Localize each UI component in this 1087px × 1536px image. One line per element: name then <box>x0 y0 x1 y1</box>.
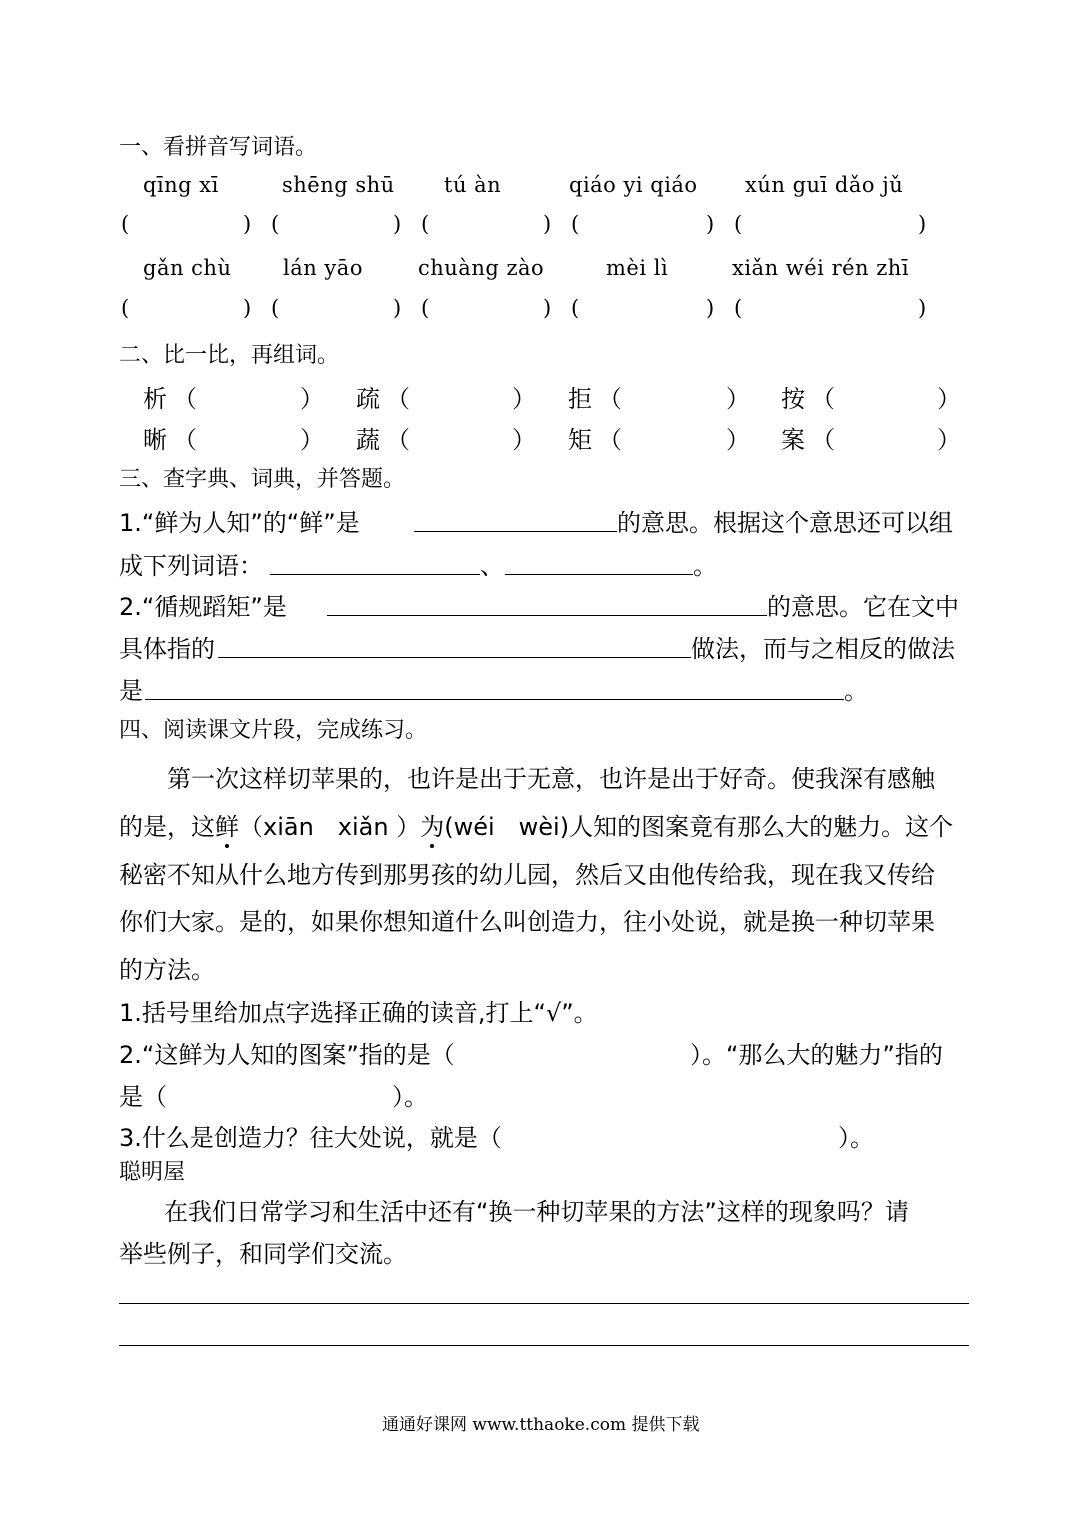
open-paren: ( <box>734 212 743 236</box>
close-paren: ) <box>706 212 715 236</box>
writing-line[interactable] <box>119 1345 969 1346</box>
answer-line[interactable] <box>218 657 691 658</box>
pinyin-1-1: qīng xī <box>143 173 219 197</box>
close-paren: ） <box>512 385 536 413</box>
open-paren: （ <box>598 385 622 413</box>
answer-line[interactable] <box>327 615 767 616</box>
compare-char: 案 <box>781 426 805 454</box>
answer-line[interactable] <box>270 574 480 575</box>
compare-char: 按 <box>781 385 805 413</box>
answer-line[interactable] <box>414 531 617 532</box>
open-paren: ( <box>421 296 430 320</box>
s4-q2-text: ）。“那么大的魅力”指的 <box>690 1041 943 1069</box>
open-paren: （ <box>811 385 835 413</box>
s3-q2-text: 的意思。它在文中 <box>767 593 959 621</box>
answer-line[interactable] <box>145 699 844 700</box>
smart-room-title: 聪明屋 <box>119 1160 186 1185</box>
pinyin-1-5: xún guī dǎo jǔ <box>745 173 904 197</box>
writing-line[interactable] <box>119 1303 969 1304</box>
compare-char: 矩 <box>568 426 592 454</box>
pinyin-1-3: tú àn <box>444 173 502 197</box>
close-paren: ） <box>937 385 961 413</box>
s3-q1-end: 。 <box>693 552 717 580</box>
section2-title: 二、比一比，再组词。 <box>119 343 340 368</box>
compare-char: 疏 <box>356 385 380 413</box>
s3-q1-sep: 、 <box>480 552 504 580</box>
open-paren: ( <box>271 212 280 236</box>
footer-text: 通通好课网 www.tthaoke.com 提供下载 <box>382 1415 700 1435</box>
smart-room-text: 在我们日常学习和生活中还有“换一种切苹果的方法”这样的现象吗？请 <box>164 1198 909 1226</box>
pinyin-1-2: shēng shū <box>282 173 395 197</box>
dotted-char: 为 <box>420 807 444 842</box>
close-paren: ) <box>918 296 927 320</box>
pinyin-2-1: gǎn chù <box>143 256 232 280</box>
passage-line: 第一次这样切苹果的，也许是出于无意，也许是出于好奇。使我深有感触 <box>167 765 935 793</box>
close-paren: ) <box>706 296 715 320</box>
close-paren: ） <box>512 426 536 454</box>
smart-room-text: 举些例子，和同学们交流。 <box>119 1240 407 1268</box>
compare-char: 析 <box>143 385 167 413</box>
close-paren: ) <box>918 212 927 236</box>
section1-title: 一、看拼音写词语。 <box>119 135 318 160</box>
s4-q2-text: 2.“这鲜为人知的图案”指的是（ <box>119 1041 455 1069</box>
close-paren: ) <box>243 212 252 236</box>
close-paren: ） <box>726 426 750 454</box>
s3-q1-text: 1.“鲜为人知”的“鲜”是 <box>119 509 360 537</box>
close-paren: ) <box>393 212 402 236</box>
open-paren: （ <box>173 385 197 413</box>
section3-title: 三、查字典、词典，并答题。 <box>119 467 406 492</box>
close-paren: ) <box>543 212 552 236</box>
compare-char: 拒 <box>568 385 592 413</box>
open-paren: ( <box>734 296 743 320</box>
s3-q2-text: 做法，而与之相反的做法 <box>691 635 955 663</box>
s3-q2-text: 2.“循规蹈矩”是 <box>119 593 287 621</box>
open-paren: ( <box>271 296 280 320</box>
s3-q2-text: 具体指的 <box>119 635 215 663</box>
open-paren: （ <box>386 385 410 413</box>
close-paren: ) <box>393 296 402 320</box>
passage-line: 你们大家。是的，如果你想知道什么叫创造力，往小处说，就是换一种切苹果 <box>119 908 935 936</box>
close-paren: ) <box>243 296 252 320</box>
open-paren: ( <box>571 212 580 236</box>
dotted-char: 鲜 <box>215 807 239 842</box>
open-paren: （ <box>386 426 410 454</box>
pinyin-2-3: chuàng zào <box>418 256 545 280</box>
open-paren: （ <box>173 426 197 454</box>
open-paren: （ <box>811 426 835 454</box>
pinyin-1-4: qiáo yi qiáo <box>569 173 698 197</box>
passage-line <box>119 807 953 842</box>
s4-q1: 1.括号里给加点字选择正确的读音,打上“√”。 <box>119 999 598 1027</box>
passage-text: (wéi wèi)人知的图案竟有那么大的魅力。这个 <box>444 813 954 841</box>
passage-line: 的方法。 <box>119 956 215 984</box>
open-paren: （ <box>598 426 622 454</box>
open-paren: ( <box>421 212 430 236</box>
close-paren: ） <box>726 385 750 413</box>
close-paren: ) <box>543 296 552 320</box>
s3-q2-end: 。 <box>844 677 868 705</box>
pinyin-2-4: mèi lì <box>606 256 669 280</box>
passage-line: 秘密不知从什么地方传到那男孩的幼儿园，然后又由他传给我，现在我又传给 <box>119 861 935 889</box>
compare-char: 晰 <box>143 426 167 454</box>
close-paren: ） <box>300 385 324 413</box>
open-paren: ( <box>121 296 130 320</box>
close-paren: ） <box>937 426 961 454</box>
passage-text: 的是，这 <box>119 813 215 841</box>
pinyin-2-5: xiǎn wéi rén zhī <box>732 256 910 280</box>
s3-q2-text: 是 <box>119 677 143 705</box>
s3-q1-text: 的意思。根据这个意思还可以组 <box>617 509 953 537</box>
s4-q3-text: ）。 <box>838 1124 874 1152</box>
close-paren: ） <box>300 426 324 454</box>
open-paren: ( <box>571 296 580 320</box>
pinyin-2-2: lán yāo <box>283 256 363 280</box>
compare-char: 蔬 <box>356 426 380 454</box>
s4-q2-text: 是（ <box>119 1083 167 1111</box>
s4-q3-text: 3.什么是创造力？往大处说，就是（ <box>119 1124 502 1152</box>
section4-title: 四、阅读课文片段，完成练习。 <box>119 718 428 743</box>
open-paren: ( <box>121 212 130 236</box>
s4-q2-text: ）。 <box>392 1083 428 1111</box>
s3-q1-text: 成下列词语： <box>119 552 263 580</box>
pinyin-choice[interactable]: （xiān xiǎn ） <box>239 813 421 841</box>
answer-line[interactable] <box>505 574 693 575</box>
